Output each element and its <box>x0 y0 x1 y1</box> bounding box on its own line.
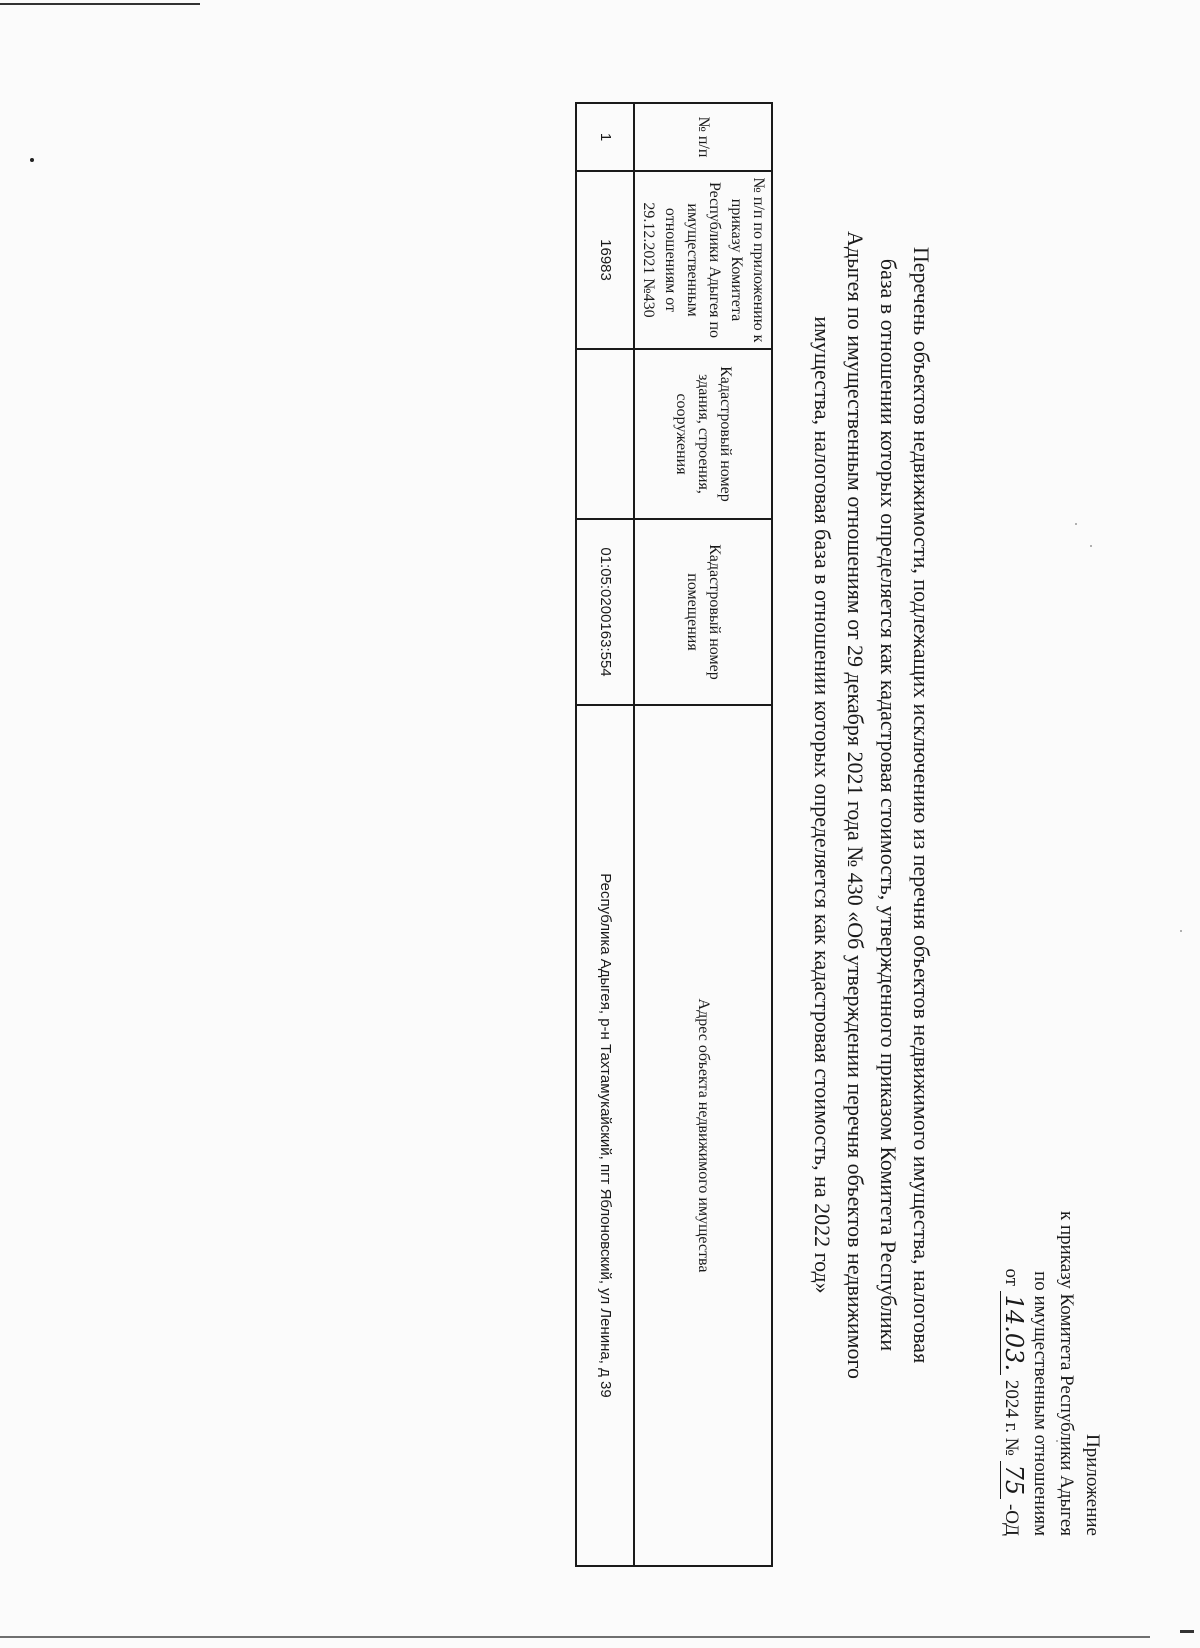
year-number-label: 2024 г. № <box>1001 1379 1022 1456</box>
table-header-row <box>634 103 772 1566</box>
date-prefix: от <box>1001 1268 1022 1287</box>
cell-premises-cadastral: 01:05:0200163:554 <box>576 519 634 705</box>
order-reference-cont: по имущественным отношениям <box>1030 1271 1051 1536</box>
order-suffix: -ОД <box>1001 1503 1022 1536</box>
cell-appendix-number: 16983 <box>576 171 634 349</box>
header-cell-appendix-number: № п/п по приложению к приказу Комитета Республики Адыгея по имущественным отношениям от 29.12.2021 №430 <box>634 171 772 349</box>
title-line-2: база в отношении которых определяется как кадастровая стоимость, утвержденного приказом Комитета Республики <box>876 258 901 1352</box>
title-line-4: имущества, налоговая база в отношении которых определяется как кадастровая стоимость, на 2022 год» <box>810 316 835 1294</box>
property-table <box>575 102 773 1567</box>
document-title <box>806 140 938 1470</box>
cell-number: 1 <box>576 103 634 171</box>
header-cell-number: № п/п <box>634 103 772 171</box>
cell-building-cadastral <box>576 349 634 519</box>
header-cell-building-cadastral: Кадастровый номер здания, строения, сооружения <box>634 349 772 519</box>
order-reference: к приказу Комитета Республики Адыгея <box>1056 1211 1077 1536</box>
handwritten-date: 14.03. <box>1000 1291 1027 1375</box>
table-row <box>576 103 634 1566</box>
appendix-header <box>998 916 1105 1536</box>
cell-address: Республика Адыгея, р-н Тахтамукайский, пгт Яблоновский, ул Ленина, д 39 <box>576 705 634 1566</box>
header-cell-premises-cadastral: Кадастровый номер помещения <box>634 519 772 705</box>
appendix-label: Приложение <box>1082 1434 1103 1536</box>
title-line-3: Адыгея по имущественным отношениям от 29 декабря 2021 года № 430 «Об утверждении перечня объектов недвижимого <box>843 230 868 1380</box>
handwritten-number: 75 <box>1000 1461 1027 1500</box>
title-line-1: Перечень объектов недвижимости, подлежащих исключению из перечня объектов недвижимого имущества, налоговая <box>909 246 934 1364</box>
header-cell-address: Адрес объекта недвижимого имущества <box>634 705 772 1566</box>
order-date-number <box>998 916 1027 1536</box>
